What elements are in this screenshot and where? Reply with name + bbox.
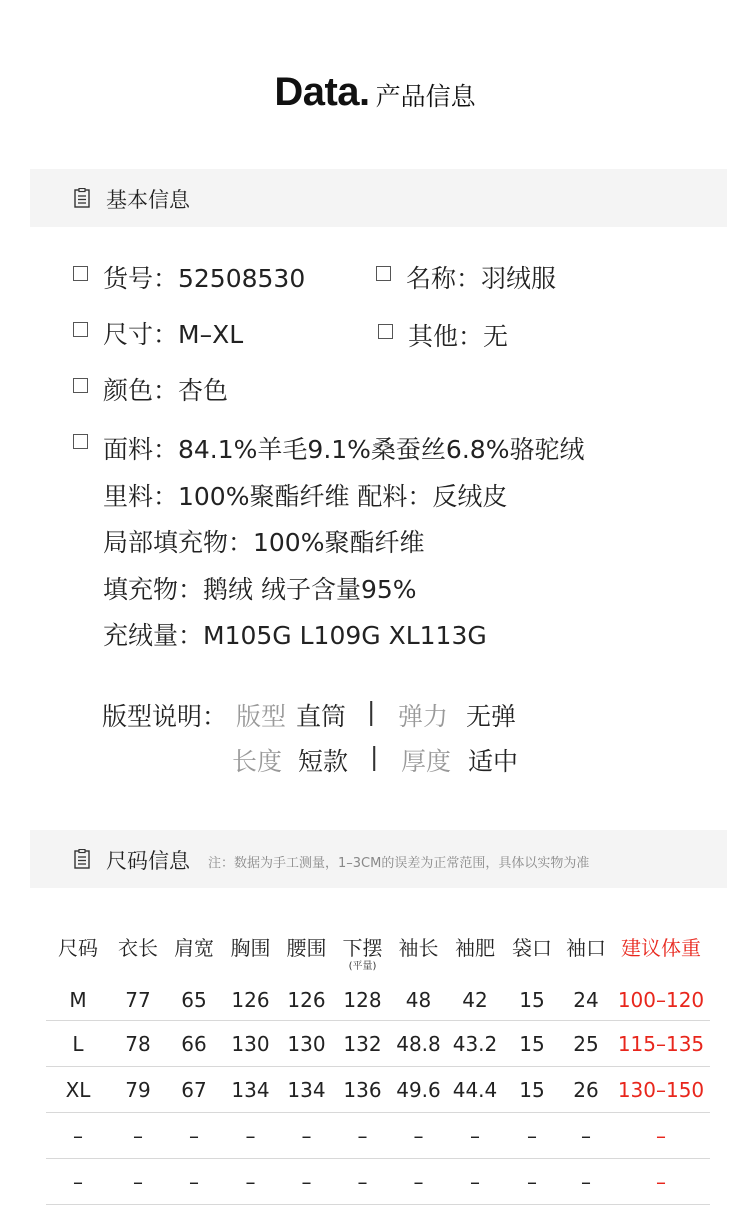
checkbox-icon bbox=[73, 378, 88, 393]
table-cell: 126 bbox=[222, 980, 279, 1021]
fit-length-label: 长度 bbox=[232, 747, 283, 776]
table-cell: 79 bbox=[110, 1067, 166, 1113]
fit-type-label: 版型 bbox=[236, 702, 287, 731]
header-cell-weight: 建议体重 bbox=[621, 936, 701, 960]
hem-label: 下摆 bbox=[342, 936, 383, 960]
table-cell: 130 bbox=[222, 1021, 279, 1067]
table-cell: – bbox=[222, 1159, 279, 1205]
table-row bbox=[46, 1021, 710, 1067]
weight-cell: 115–135 bbox=[612, 1021, 710, 1067]
table-cell: 15 bbox=[504, 1067, 560, 1113]
header-cell: 衣长 bbox=[118, 936, 158, 960]
checkbox-icon bbox=[73, 322, 88, 337]
size-table bbox=[46, 924, 710, 1205]
table-cell: 43.2 bbox=[446, 1021, 504, 1067]
table-cell: 67 bbox=[166, 1067, 222, 1113]
header-cell: 袖口 bbox=[566, 936, 606, 960]
header-cell: 尺码 bbox=[58, 936, 98, 960]
table-cell: 65 bbox=[166, 980, 222, 1021]
clipboard-icon bbox=[74, 849, 90, 869]
table-header-row bbox=[46, 924, 710, 980]
title-cn: 产品信息 bbox=[375, 82, 476, 111]
table-cell: XL bbox=[46, 1067, 110, 1113]
fit-thickness-label: 厚度 bbox=[401, 747, 452, 776]
fit-divider: | bbox=[370, 742, 379, 771]
table-row bbox=[46, 1067, 710, 1113]
header-cell: 袋口 bbox=[512, 936, 552, 960]
size-text: 尺寸：M–XL bbox=[103, 320, 244, 349]
table-cell: 66 bbox=[166, 1021, 222, 1067]
table-cell: – bbox=[446, 1113, 504, 1159]
fit-divider: | bbox=[367, 697, 376, 726]
table-cell: L bbox=[46, 1021, 110, 1067]
fit-length-value: 短款 bbox=[298, 747, 349, 776]
table-cell: 24 bbox=[560, 980, 612, 1021]
sku-text: 货号：52508530 bbox=[103, 264, 306, 293]
table-cell: 136 bbox=[334, 1067, 391, 1113]
table-cell: 26 bbox=[560, 1067, 612, 1113]
page-title bbox=[0, 70, 750, 115]
table-cell: 25 bbox=[560, 1021, 612, 1067]
partial-fill-text: 局部填充物：100%聚酯纤维 bbox=[103, 528, 425, 557]
table-cell: 78 bbox=[110, 1021, 166, 1067]
table-cell: 130 bbox=[279, 1021, 334, 1067]
basic-info-bar bbox=[30, 169, 727, 227]
table-cell: – bbox=[222, 1113, 279, 1159]
table-cell: – bbox=[504, 1159, 560, 1205]
table-row bbox=[46, 980, 710, 1021]
fit-thickness-value: 适中 bbox=[468, 747, 519, 776]
table-cell: 134 bbox=[222, 1067, 279, 1113]
color-text: 颜色：杏色 bbox=[103, 376, 229, 405]
size-info-bar bbox=[30, 830, 727, 888]
table-cell: – bbox=[446, 1159, 504, 1205]
checkbox-icon bbox=[73, 266, 88, 281]
fit-elastic-value: 无弹 bbox=[466, 702, 517, 731]
fit-label: 版型说明： bbox=[102, 702, 228, 731]
table-cell: M bbox=[46, 980, 110, 1021]
table-row bbox=[46, 1113, 710, 1159]
checkbox-icon bbox=[73, 434, 88, 449]
table-cell: 126 bbox=[279, 980, 334, 1021]
table-cell: – bbox=[560, 1113, 612, 1159]
size-info-label: 尺码信息 bbox=[106, 849, 190, 873]
table-cell: 134 bbox=[279, 1067, 334, 1113]
table-cell: – bbox=[334, 1113, 391, 1159]
lining-text: 里料：100%聚酯纤维 配料：反绒皮 bbox=[103, 482, 508, 511]
table-cell: 44.4 bbox=[446, 1067, 504, 1113]
table-cell: – bbox=[391, 1113, 446, 1159]
fit-type-value: 直筒 bbox=[296, 702, 347, 731]
table-cell: – bbox=[46, 1159, 110, 1205]
fill-amount-text: 充绒量：M105G L109G XL113G bbox=[103, 621, 487, 650]
table-cell: 128 bbox=[334, 980, 391, 1021]
header-cell: 胸围 bbox=[230, 936, 271, 960]
header-cell: 袖长 bbox=[398, 936, 439, 960]
table-cell: – bbox=[504, 1113, 560, 1159]
table-cell: – bbox=[391, 1159, 446, 1205]
checkbox-icon bbox=[376, 266, 391, 281]
table-cell: 77 bbox=[110, 980, 166, 1021]
weight-cell: – bbox=[612, 1113, 710, 1159]
table-cell: – bbox=[166, 1159, 222, 1205]
fit-elastic-label: 弹力 bbox=[398, 702, 449, 731]
table-cell: 49.6 bbox=[391, 1067, 446, 1113]
table-cell: 48 bbox=[391, 980, 446, 1021]
clipboard-icon bbox=[74, 188, 90, 208]
table-cell: – bbox=[166, 1113, 222, 1159]
weight-cell: – bbox=[612, 1159, 710, 1205]
hem-sub-label: (平量) bbox=[348, 961, 377, 972]
other-text: 其他：无 bbox=[408, 322, 509, 351]
basic-info-label: 基本信息 bbox=[106, 188, 190, 212]
table-cell: 48.8 bbox=[391, 1021, 446, 1067]
table-cell: – bbox=[279, 1159, 334, 1205]
weight-cell: 100–120 bbox=[612, 980, 710, 1021]
table-cell: – bbox=[110, 1159, 166, 1205]
table-cell: – bbox=[560, 1159, 612, 1205]
table-cell: 42 bbox=[446, 980, 504, 1021]
table-cell: – bbox=[334, 1159, 391, 1205]
table-cell: 15 bbox=[504, 1021, 560, 1067]
weight-cell: 130–150 bbox=[612, 1067, 710, 1113]
header-cell: 肩宽 bbox=[174, 936, 214, 960]
title-en: Data. bbox=[274, 70, 370, 114]
filler-text: 填充物：鹅绒 绒子含量95% bbox=[103, 575, 417, 604]
size-info-note: 注：数据为手工测量，1–3CM的误差为正常范围，具体以实物为准 bbox=[208, 856, 590, 871]
name-text: 名称：羽绒服 bbox=[406, 264, 557, 293]
table-cell: – bbox=[279, 1113, 334, 1159]
table-cell: – bbox=[110, 1113, 166, 1159]
header-cell-hem bbox=[334, 924, 391, 980]
fabric-text: 面料：84.1%羊毛9.1%桑蚕丝6.8%骆驼绒 bbox=[103, 435, 585, 464]
header-cell: 袖肥 bbox=[455, 936, 495, 960]
table-row bbox=[46, 1159, 710, 1205]
table-cell: – bbox=[46, 1113, 110, 1159]
header-cell: 腰围 bbox=[286, 936, 327, 960]
table-cell: 132 bbox=[334, 1021, 391, 1067]
table-cell: 15 bbox=[504, 980, 560, 1021]
checkbox-icon bbox=[378, 324, 393, 339]
